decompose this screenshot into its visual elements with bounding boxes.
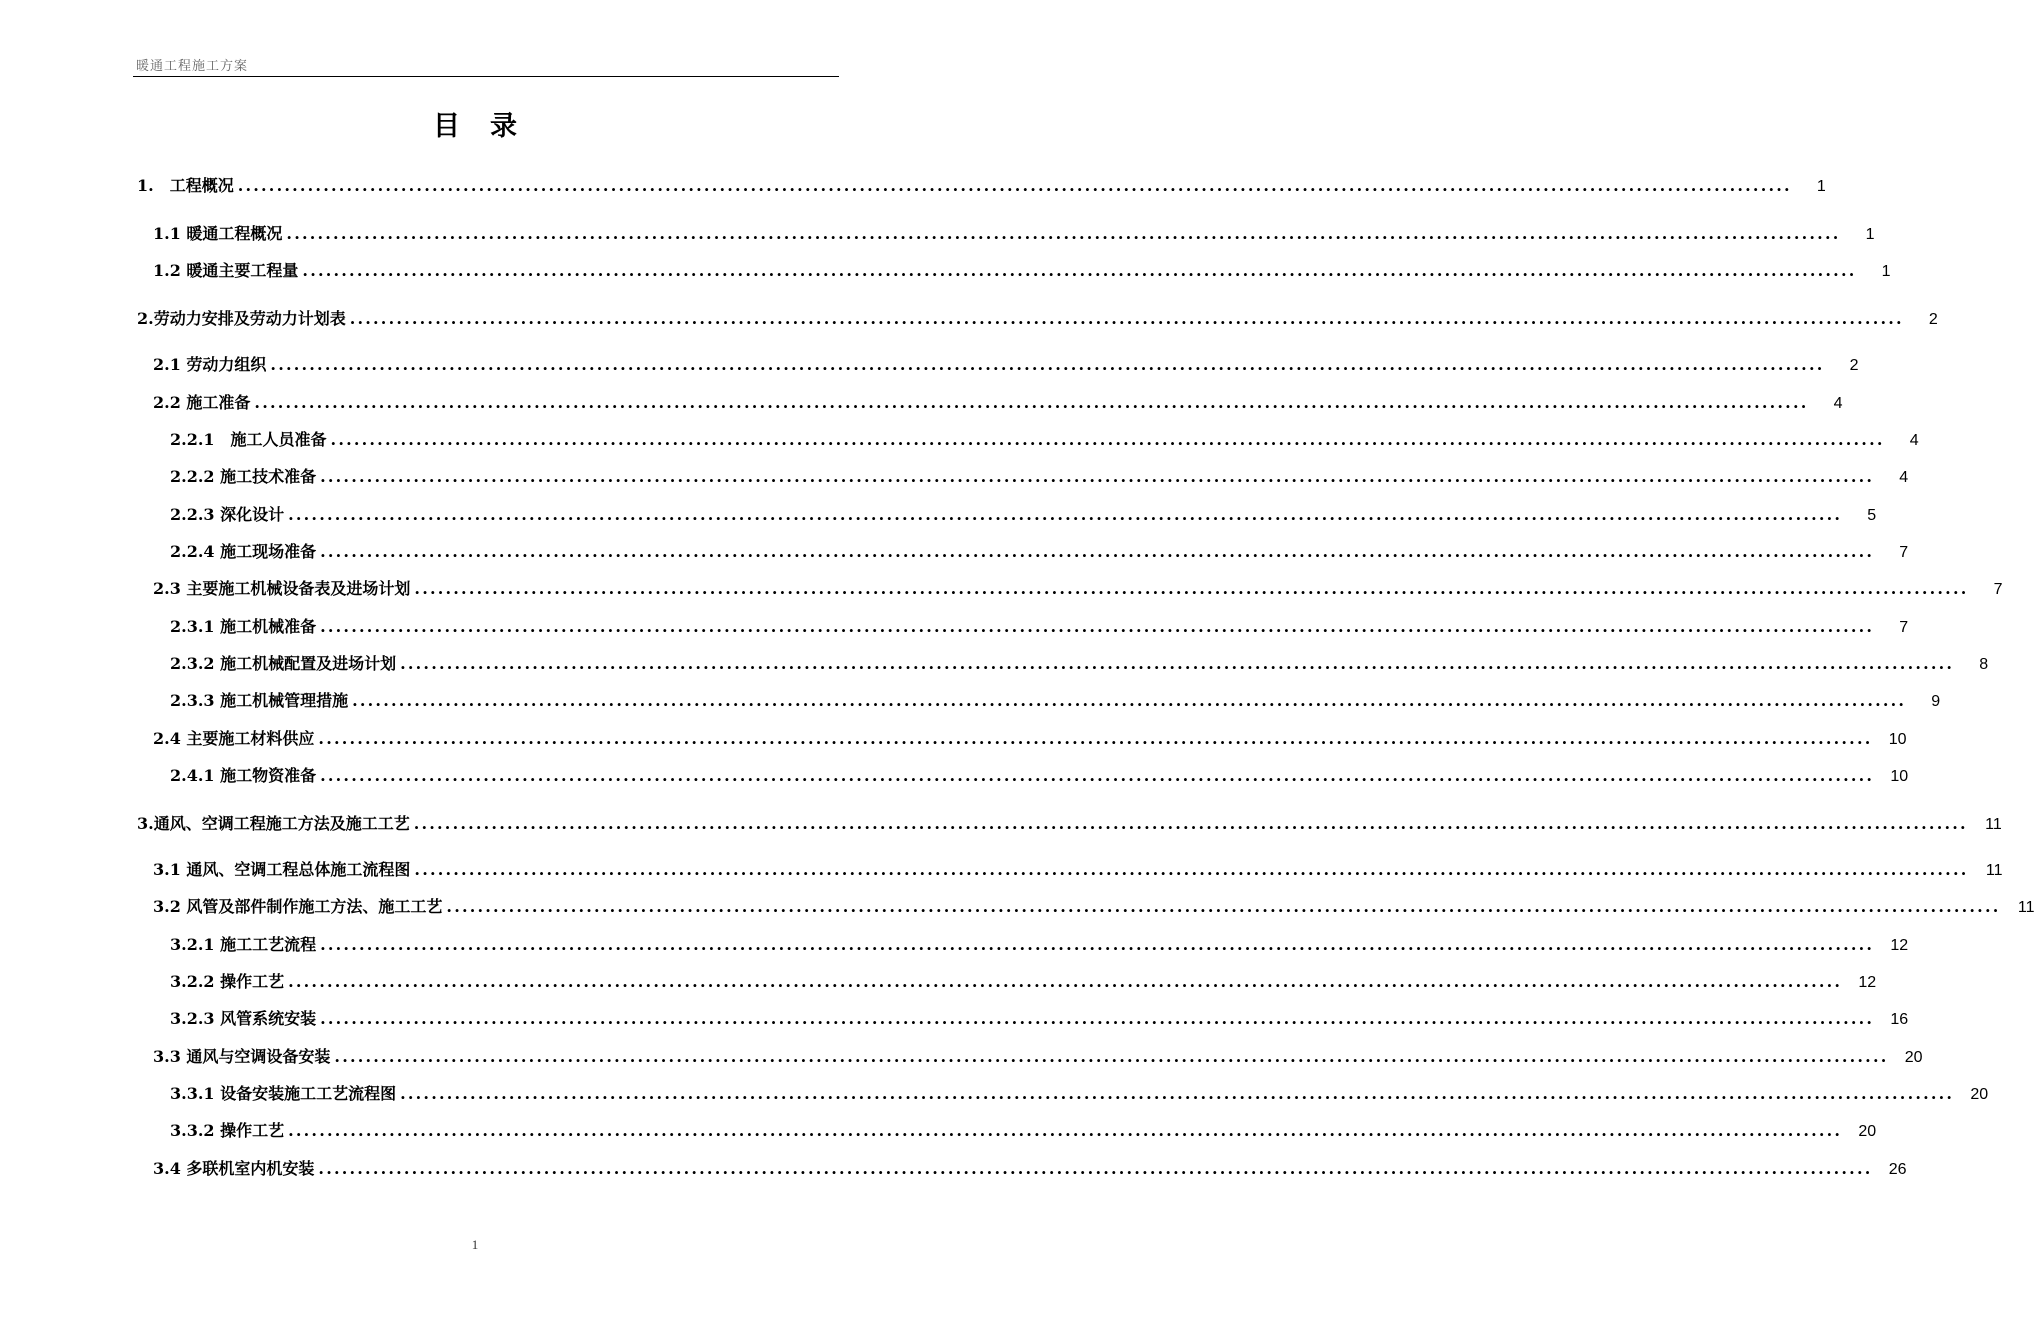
toc-entry[interactable] — [0, 1119, 1877, 1141]
toc-entry-label: 3.4 多联机室内机安装 — [153, 1159, 315, 1178]
toc-entry-page: 11 — [1985, 862, 2003, 879]
toc-entry-page: 1 — [1816, 178, 1826, 195]
toc-entry-page: 2 — [1849, 357, 1859, 374]
toc-entry-label: 1.2 暖通主要工程量 — [153, 261, 299, 280]
toc-entry-label: 2.3.3 施工机械管理措施 — [170, 691, 349, 710]
toc-entry[interactable] — [0, 391, 1843, 413]
toc-entry[interactable] — [0, 1157, 1907, 1179]
toc-entry-page: 5 — [1867, 507, 1877, 524]
toc-dot-leader: ........................................................................................................................................................................................................ — [237, 176, 1792, 195]
toc-entry-page: 2 — [1928, 311, 1938, 328]
toc-entry-page: 20 — [1858, 1123, 1877, 1140]
toc-dot-leader: ........................................................................................................................................................................................................ — [320, 766, 1875, 785]
toc-dot-leader: ........................................................................................................................................................................................................ — [320, 617, 1875, 636]
toc-entry[interactable] — [0, 174, 1826, 196]
toc-entry-page: 4 — [1909, 432, 1919, 449]
toc-entry[interactable] — [0, 540, 1909, 562]
toc-entry-label: 2.劳动力安排及劳动力计划表 — [137, 309, 346, 328]
toc-entry-page: 8 — [1979, 656, 1989, 673]
toc-entry-page: 4 — [1833, 395, 1843, 412]
toc-entry-label: 2.2.1 施工人员准备 — [170, 430, 327, 449]
toc-dot-leader: ........................................................................................................................................................................................................ — [320, 467, 1875, 486]
toc-entry[interactable] — [0, 222, 1875, 244]
toc-entry-label: 1. 工程概况 — [137, 176, 234, 195]
toc-entry[interactable] — [0, 727, 1907, 749]
toc-entry-page: 10 — [1888, 731, 1907, 748]
toc-entry-label: 2.2.2 施工技术准备 — [170, 467, 317, 486]
toc-entry-page: 11 — [2017, 899, 2034, 916]
toc-dot-leader: ........................................................................................................................................................................................................ — [446, 897, 2001, 916]
toc-entry[interactable] — [0, 1082, 1989, 1104]
toc-entry-page: 9 — [1931, 693, 1941, 710]
toc-entry-label: 3.3.1 设备安装施工工艺流程图 — [170, 1084, 397, 1103]
toc-entry-label: 2.2 施工准备 — [153, 393, 251, 412]
toc-entry-label: 2.2.4 施工现场准备 — [170, 542, 317, 561]
toc-entry-page: 1 — [1881, 263, 1891, 280]
toc-entry[interactable] — [0, 652, 1989, 674]
toc-entry-page: 20 — [1904, 1049, 1923, 1066]
toc-entry-label: 3.2.2 操作工艺 — [170, 972, 285, 991]
page-number: 1 — [471, 1237, 479, 1252]
toc-entry-label: 2.1 劳动力组织 — [153, 355, 267, 374]
toc-dot-leader: ........................................................................................................................................................................................................ — [349, 309, 1904, 328]
toc-dot-leader: ........................................................................................................................................................................................................ — [318, 1159, 1873, 1178]
toc-entry-label: 2.3.2 施工机械配置及进场计划 — [170, 654, 397, 673]
toc-dot-leader: ........................................................................................................................................................................................................ — [413, 814, 1968, 833]
toc-entry-label: 3.1 通风、空调工程总体施工流程图 — [153, 860, 411, 879]
toc-dot-leader: ........................................................................................................................................................................................................ — [352, 691, 1907, 710]
toc-entry[interactable] — [0, 503, 1877, 525]
toc-dot-leader: ........................................................................................................................................................................................................ — [334, 1047, 1889, 1066]
toc-dot-leader: ........................................................................................................................................................................................................ — [288, 1121, 1843, 1140]
toc-entry[interactable] — [0, 353, 1859, 375]
toc-entry-page: 20 — [1970, 1086, 1989, 1103]
toc-dot-leader: ........................................................................................................................................................................................................ — [286, 224, 1841, 243]
toc-dot-leader: ........................................................................................................................................................................................................ — [254, 393, 1809, 412]
toc-dot-leader: ........................................................................................................................................................................................................ — [414, 579, 1969, 598]
toc-entry[interactable] — [0, 689, 1941, 711]
toc-entry[interactable] — [0, 933, 1909, 955]
toc-dot-leader: ........................................................................................................................................................................................................ — [318, 729, 1873, 748]
toc-entry-label: 2.3 主要施工机械设备表及进场计划 — [153, 579, 411, 598]
toc-entry[interactable] — [0, 970, 1877, 992]
toc-entry-label: 1.1 暖通工程概况 — [153, 224, 283, 243]
toc-entry[interactable] — [0, 307, 1938, 329]
toc-entry-label: 3.2.1 施工工艺流程 — [170, 935, 317, 954]
toc-dot-leader: ........................................................................................................................................................................................................ — [320, 935, 1875, 954]
toc-dot-leader: ........................................................................................................................................................................................................ — [400, 654, 1955, 673]
header-title: 暖通工程施工方案 — [136, 59, 249, 74]
toc-dot-leader: ........................................................................................................................................................................................................ — [400, 1084, 1955, 1103]
toc-dot-leader: ........................................................................................................................................................................................................ — [320, 1009, 1875, 1028]
toc-entry[interactable] — [0, 1045, 1923, 1067]
toc-entry-label: 2.4 主要施工材料供应 — [153, 729, 315, 748]
toc-entry[interactable] — [0, 812, 2002, 834]
toc-dot-leader: ........................................................................................................................................................................................................ — [302, 261, 1857, 280]
toc-entry-label: 3.3.2 操作工艺 — [170, 1121, 285, 1140]
toc-entry[interactable] — [0, 858, 2003, 880]
toc-entry-page: 7 — [1899, 619, 1909, 636]
toc-dot-leader: ........................................................................................................................................................................................................ — [414, 860, 1969, 879]
toc-dot-leader: ........................................................................................................................................................................................................ — [288, 505, 1843, 524]
toc-entry-page: 1 — [1865, 226, 1875, 243]
toc-entry-label: 2.4.1 施工物资准备 — [170, 766, 317, 785]
toc-entry[interactable] — [0, 764, 1909, 786]
toc-entry-page: 12 — [1858, 974, 1877, 991]
toc-entry-page: 10 — [1890, 768, 1909, 785]
toc-entry-page: 12 — [1890, 937, 1909, 954]
toc-entry-label: 3.3 通风与空调设备安装 — [153, 1047, 331, 1066]
toc-entry-page: 16 — [1890, 1011, 1909, 1028]
toc-entry-page: 11 — [1985, 816, 2002, 833]
toc-entry[interactable] — [0, 577, 2003, 599]
toc-entry-label: 3.通风、空调工程施工方法及施工工艺 — [137, 814, 410, 833]
toc-dot-leader: ........................................................................................................................................................................................................ — [330, 430, 1885, 449]
toc-entry-label: 2.3.1 施工机械准备 — [170, 617, 317, 636]
toc-entry-page: 7 — [1993, 581, 2003, 598]
toc-entry[interactable] — [0, 428, 1919, 450]
toc-entry-page: 4 — [1899, 469, 1909, 486]
toc-entry-page: 26 — [1888, 1161, 1907, 1178]
toc-entry-page: 7 — [1899, 544, 1909, 561]
toc-entry[interactable] — [0, 465, 1909, 487]
toc-entry-label: 2.2.3 深化设计 — [170, 505, 285, 524]
toc-entry-label: 3.2.3 风管系统安装 — [170, 1009, 317, 1028]
toc-entry-label: 3.2 风管及部件制作施工方法、施工工艺 — [153, 897, 443, 916]
toc-entry[interactable] — [0, 1007, 1909, 1029]
toc-entry[interactable] — [0, 615, 1909, 637]
toc-dot-leader: ........................................................................................................................................................................................................ — [270, 355, 1825, 374]
toc-entry[interactable] — [0, 895, 2034, 917]
toc-dot-leader: ........................................................................................................................................................................................................ — [288, 972, 1843, 991]
toc-dot-leader: ........................................................................................................................................................................................................ — [320, 542, 1875, 561]
toc-title: 目录 — [433, 111, 547, 142]
toc-entry[interactable] — [0, 259, 1891, 281]
